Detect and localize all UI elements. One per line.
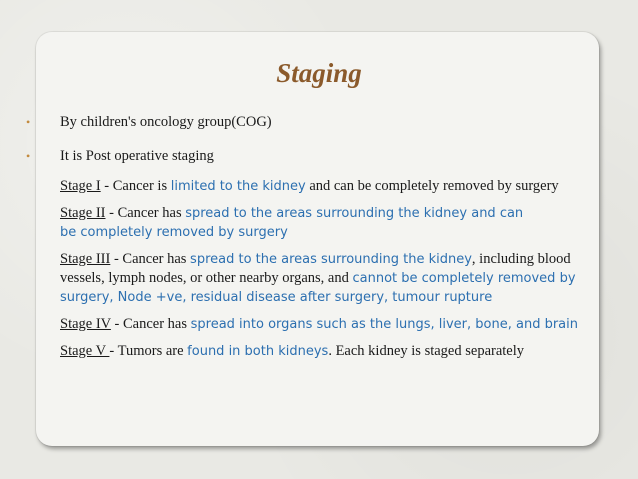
stage-text: - Cancer is: [100, 178, 171, 194]
stage-1: [60, 177, 616, 196]
stage-text: , including blood vessels, lymph nodes, or other nearby organs, and: [60, 251, 571, 286]
bullet-item: [26, 147, 616, 165]
stage-2: [60, 204, 530, 242]
stage-text: - Cancer has: [110, 316, 191, 332]
stage-text: - Cancer has: [110, 251, 191, 267]
bullet-text: It is Post operative staging: [60, 148, 214, 164]
bullet-marker: •: [26, 115, 31, 129]
slide-content: [26, 113, 616, 369]
bullet-marker: •: [26, 149, 31, 163]
stage-highlight: spread to the areas surrounding the kidney and can be completely removed by surgery: [60, 206, 524, 240]
stage-highlight: spread to the areas surrounding the kidney: [190, 252, 472, 267]
stage-5: [60, 342, 616, 361]
stage-highlight: limited to the kidney: [170, 179, 306, 194]
stage-text: . Each kidney is staged separately: [328, 343, 525, 359]
stage-name: Stage II: [60, 205, 106, 221]
stage-4: [60, 315, 616, 334]
bullet-text: By children's oncology group(COG): [60, 114, 272, 130]
stage-name: Stage V: [60, 343, 110, 359]
stage-highlight: cannot be completely removed by surgery, Node +ve, residual disease after surgery, tumour rupture: [60, 271, 576, 305]
stage-text: - Tumors are: [109, 343, 188, 359]
stage-name: Stage III: [60, 251, 111, 267]
slide-title: Staging: [276, 58, 362, 88]
stage-highlight: spread into organs such as the lungs, liver, bone, and brain: [190, 317, 578, 332]
stage-name: Stage I: [60, 178, 101, 194]
stage-text: - Cancer has: [105, 205, 186, 221]
stage-highlight: found in both kidneys: [187, 344, 329, 359]
stage-text: and can be completely removed by surgery: [305, 178, 559, 194]
stage-3: [60, 250, 605, 307]
bullet-item: [26, 113, 616, 131]
stage-name: Stage IV: [60, 316, 111, 332]
